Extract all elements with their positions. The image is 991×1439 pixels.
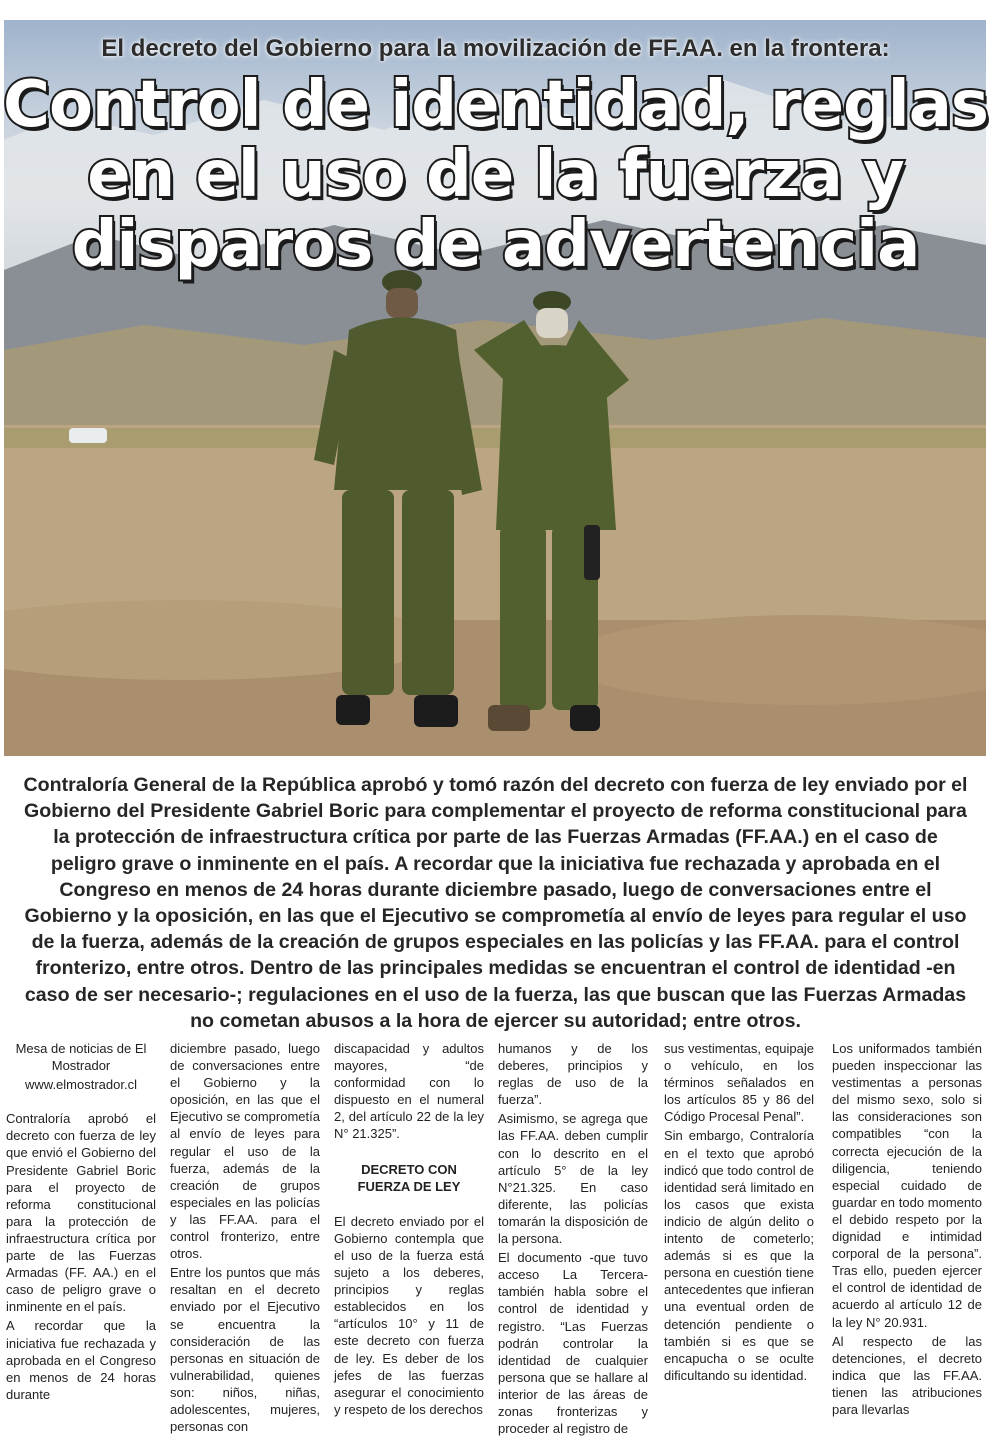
distant-hills <box>4 318 986 440</box>
headline-line-3: disparos de advertencia <box>71 208 920 282</box>
column-4 <box>498 1040 648 1439</box>
paragraph: Los uniformados también pueden inspeccionar las vestimentas a personas del mismo sexo, solo si las consideraciones son compatibles “con la correcta ejecución de la diligencia, teniendo especial cuidado de guardar en todo momento el debido respeto por la dignidad e intimidad corporal de la persona”. Tras ello, pueden ejercer el control de identidad de acuerdo al artículo 12 de la ley N° 20.931. <box>832 1041 982 1330</box>
distant-vehicle <box>69 428 107 443</box>
byline-url: www.elmostrador.cl <box>25 1077 137 1093</box>
paragraph: Entre los puntos que más resaltan en el decreto enviado por el Ejecutivo se encuentra la consideración de las personas en situación de vulnerabilidad, quienes son: niños, niñas, adolescentes, mujeres, personas con <box>170 1265 320 1435</box>
byline-source: Mesa de noticias de El Mostrador <box>15 1041 147 1074</box>
paragraph: Al respecto de las detenciones, el decreto indica que las FF.AA. tienen las atribuciones para llevarlas <box>832 1333 982 1417</box>
paragraph: El decreto enviado por el Gobierno contempla que el uso de la fuerza está sujeto a los deberes, principios y reglas establecidos en los “artículos 10° y 11 de este decreto con fuerza de ley. Es deber de los jefes de las fuerzas asegurar el conocimiento y respeto de los derechos <box>334 1213 484 1417</box>
paragraph: Sin embargo, Contraloría en el texto que aprobó indicó que todo control de identidad será limitado en los casos que exista indicio de algún delito o intento de cometerlo; además si es que la persona en cuestión tiene antecedentes que infieran una eventual orden de detención pendiente o también si es que se encapucha o se oculte dificultando su identidad. <box>664 1128 814 1383</box>
subheading: DECRETO CON FUERZA DE LEY <box>357 1161 461 1194</box>
paragraph: El documento -que tuvo acceso La Tercera- también habla sobre el control de identidad y registro. “Las Fuerzas podrán controlar la identidad de cualquier persona que se hallare al interior de las áreas de zonas fronterizas y proceder al registro de <box>498 1250 648 1437</box>
column-5 <box>664 1040 814 1386</box>
lead-paragraph: Contraloría General de la República aprobó y tomó razón del decreto con fuerza de ley enviado por el Gobierno del Presidente Gabriel Boric para complementar el proyecto de reforma constitucional para la protección de infraestructura crítica por parte de las Fuerzas Armadas (FF.AA.) en el caso de peligro grave o inminente en el país. A recordar que la iniciativa fue rechazada y aprobada en el Congreso en menos de 24 horas durante diciembre pasado, luego de conversaciones entre el Gobierno y la oposición, en las que el Ejecutivo se comprometía al envío de leyes para regular el uso de la fuerza, además de la creación de grupos especiales en las policías y las FF.AA. para el control fronterizo, entre otros. Dentro de las principales medidas se encuentran el control de identidad -en caso de ser necesario-; regulaciones en el uso de la fuerza, las que buscan que las Fuerzas Armadas no cometan abusos a la hora de ejercer su autoridad; entre otros. <box>23 774 968 1032</box>
kicker: El decreto del Gobierno para la movilización de FF.AA. en la frontera: <box>101 35 890 62</box>
paragraph: A recordar que la iniciativa fue rechazada y aprobada en el Congreso en menos de 24 horas durante <box>6 1318 156 1402</box>
column-3 <box>334 1040 484 1420</box>
paragraph: humanos y de los deberes, principios y reglas de uso de la fuerza”. <box>498 1041 648 1108</box>
headline <box>0 70 991 280</box>
column-6 <box>832 1040 982 1420</box>
scrub-line <box>4 428 986 448</box>
paragraph: Contraloría aprobó el decreto con fuerza de ley que envió el Gobierno del Presidente Gabriel Boric para el proyecto de reforma constitucional para la protección de infraestructura crítica por parte de las Fuerzas Armadas (FF. AA.) en el caso de peligro grave o inminente en el país. <box>6 1111 156 1315</box>
paragraph: Asimismo, se agrega que las FF.AA. deben cumplir con lo descrito en el artículo 5° de la ley N°21.325. En caso diferente, las policías tomarán la disposición de la persona. <box>498 1111 648 1247</box>
paragraph: sus vestimentas, equipaje o vehículo, en los términos señalados en los artículos 85 y 86 del Código Procesal Penal”. <box>664 1041 814 1125</box>
column-2 <box>170 1040 320 1437</box>
paragraph: discapacidad y adultos mayores, “de conformidad con lo dispuesto en el numeral 2, del artículo 22 de la ley N° 21.325”. <box>334 1041 484 1142</box>
headline-line-2: en el uso de la fuerza y <box>87 138 904 212</box>
article-body <box>0 1040 991 1438</box>
column-1 <box>6 1040 156 1405</box>
headline-line-1: Control de identidad, reglas <box>3 68 988 142</box>
paragraph: diciembre pasado, luego de conversaciones entre el Gobierno y la oposición, en las que el Ejecutivo se comprometía al envío de leyes para regular el uso de la fuerza, además de la creación de grupos especiales en las policías y las FF.AA. para el control fronterizo, entre otros. <box>170 1041 320 1262</box>
